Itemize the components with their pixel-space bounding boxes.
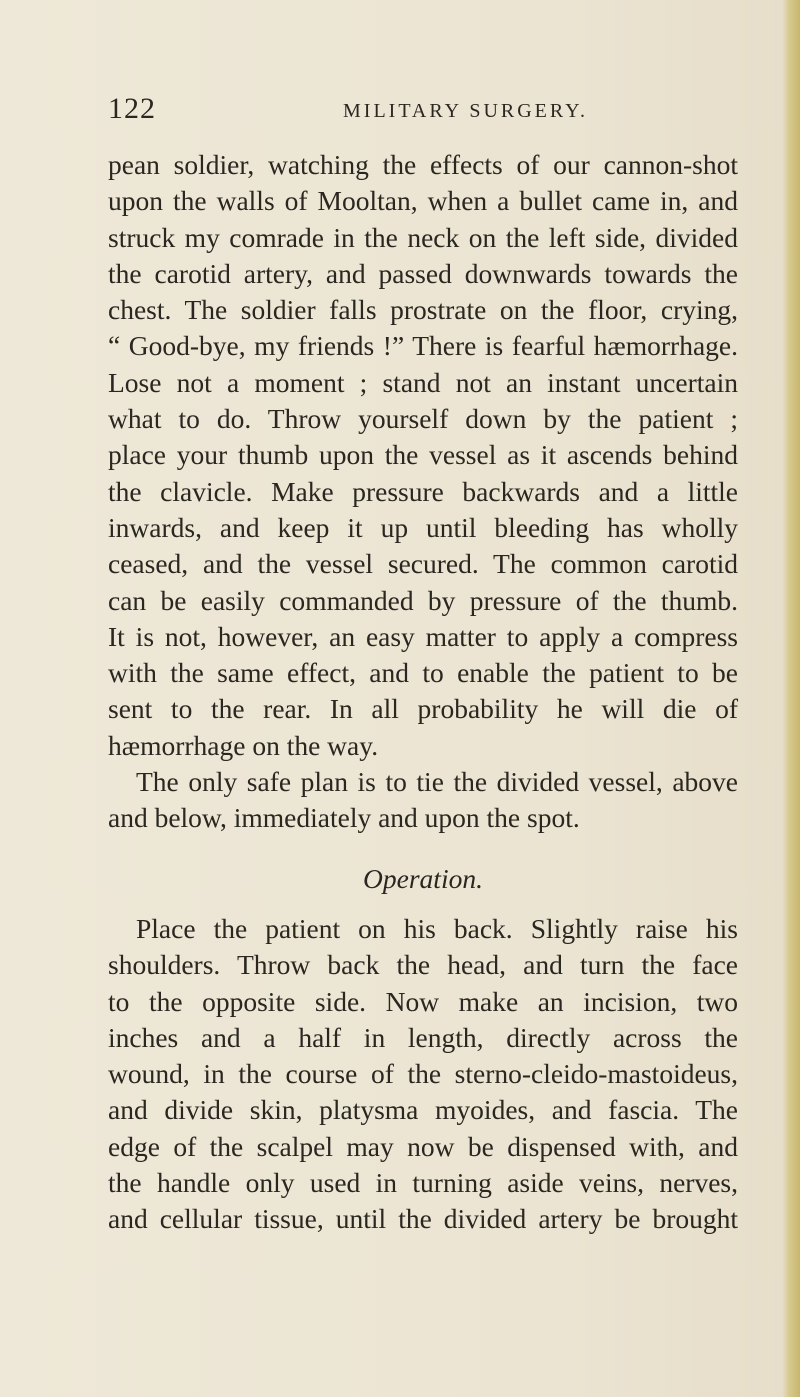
- text-line: Lose not a moment ; stand not an instant uncertain: [108, 366, 738, 398]
- text-line: can be easily commanded by pressure of the thumb.: [108, 584, 738, 616]
- text-line: hæmorrhage on the way.: [108, 729, 379, 761]
- text-line: the clavicle. Make pressure backwards and a little: [108, 475, 738, 507]
- text-line: struck my comrade in the neck on the left side, divided: [108, 221, 738, 253]
- page-number: 122: [108, 92, 156, 125]
- text-line: “ Good-bye, my friends !” There is fearful hæmorrhage.: [108, 330, 738, 362]
- text-line: and cellular tissue, until the divided artery be brought: [108, 1203, 738, 1235]
- text-line: It is not, however, an easy matter to apply a compress: [108, 620, 738, 652]
- text-line: The only safe plan is to tie the divided vessel, above: [136, 766, 738, 798]
- text-line: the carotid artery, and passed downwards towards the: [108, 257, 738, 289]
- text-line: inches and a half in length, directly across the: [108, 1021, 738, 1053]
- text-line: pean soldier, watching the effects of our cannon-shot: [108, 149, 738, 180]
- text-line: wound, in the course of the sterno-cleido-mastoideus,: [108, 1058, 738, 1090]
- text-line: ceased, and the vessel secured. The common carotid: [108, 548, 738, 580]
- running-head: MILITARY SURGERY.: [343, 100, 588, 122]
- text-line: inwards, and keep it up until bleeding has wholly: [108, 511, 738, 543]
- page-edge: [782, 0, 800, 1397]
- text-line: chest. The soldier falls prostrate on the floor, crying,: [108, 294, 738, 326]
- page-header: [108, 92, 728, 142]
- text-line: and below, immediately and upon the spot.: [108, 802, 580, 834]
- text-line: what to do. Throw yourself down by the patient ;: [108, 403, 738, 435]
- text-line: sent to the rear. In all probability he will die of: [108, 693, 738, 725]
- text-line: shoulders. Throw back the head, and turn the face: [108, 949, 738, 981]
- text-line: the handle only used in turning aside veins, nerves,: [108, 1167, 738, 1199]
- text-line: upon the walls of Mooltan, when a bullet came in, and: [108, 185, 738, 217]
- body-text: [108, 147, 738, 1238]
- text-line: with the same effect, and to enable the patient to be: [108, 657, 738, 689]
- text-line: Place the patient on his back. Slightly raise his: [136, 912, 738, 944]
- text-line: to the opposite side. Now make an incision, two: [108, 985, 738, 1017]
- section-heading: Operation.: [363, 862, 483, 894]
- text-line: and divide skin, platysma myoides, and fascia. The: [108, 1094, 738, 1126]
- text-line: place your thumb upon the vessel as it ascends behind: [108, 439, 738, 471]
- text-line: edge of the scalpel may now be dispensed with, and: [108, 1130, 738, 1162]
